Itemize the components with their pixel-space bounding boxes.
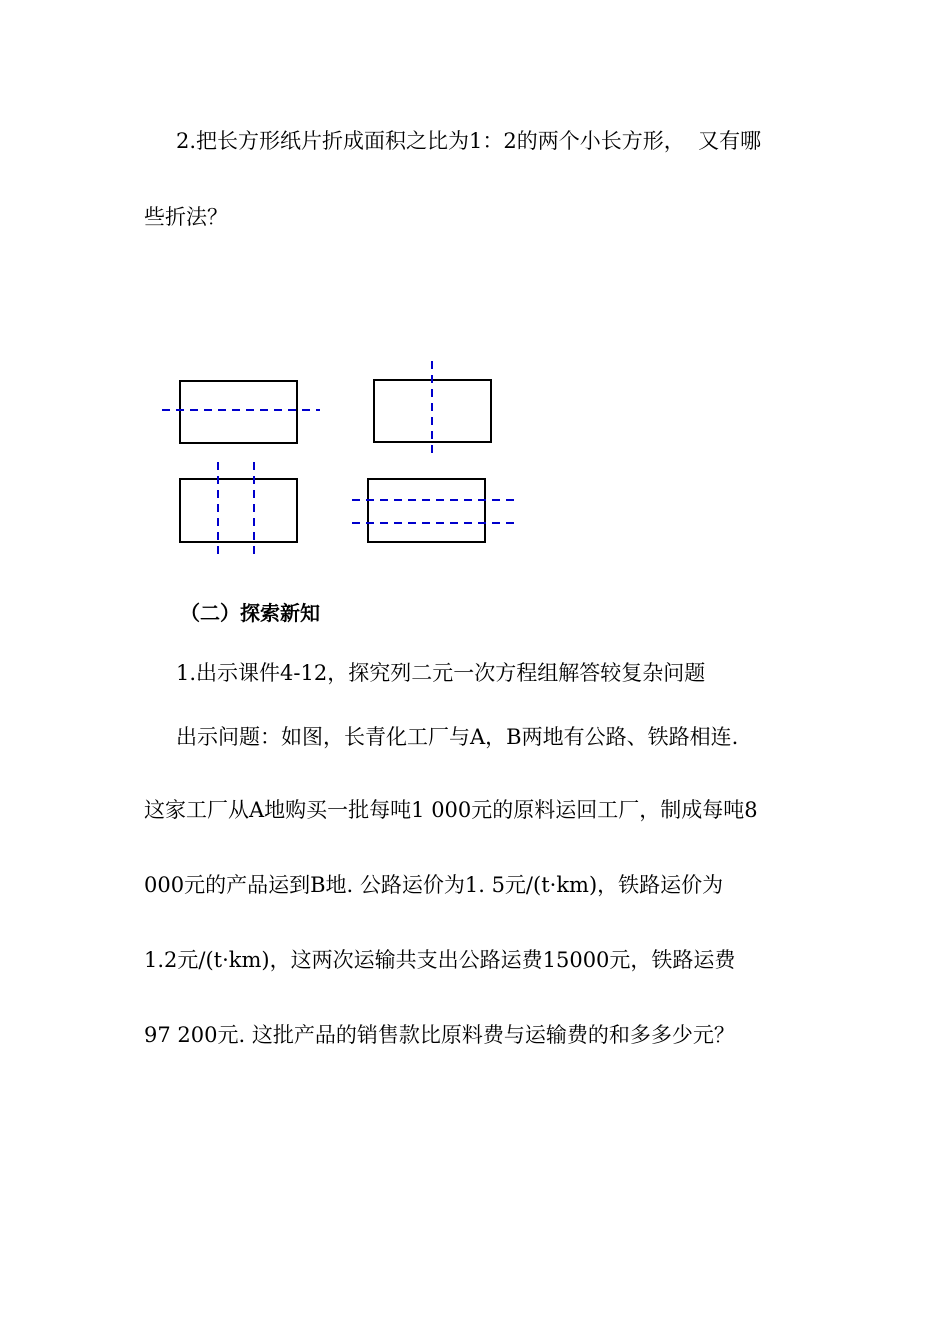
question-2-line-1: 2.把长方形纸片折成面积之比为1：2的两个小长方形， 又有哪 bbox=[176, 129, 762, 153]
paper-rectangle bbox=[180, 381, 297, 443]
section-heading: （二）探索新知 bbox=[180, 601, 320, 625]
fold-option-horizontal-half bbox=[162, 381, 320, 443]
fold-option-vertical-half bbox=[374, 361, 491, 458]
problem-line-1: 出示问题：如图，长青化工厂与A，B两地有公路、铁路相连. bbox=[176, 725, 739, 749]
problem-line-2: 这家工厂从A地购买一批每吨1 000元的原料运回工厂，制成每吨8 bbox=[144, 798, 758, 822]
question-2-line-2: 些折法？ bbox=[144, 205, 228, 229]
problem-line-5: 97 200元. 这批产品的销售款比原料费与运输费的和多多少元？ bbox=[144, 1023, 735, 1047]
paper-rectangle bbox=[180, 479, 297, 542]
fold-option-horizontal-thirds bbox=[352, 479, 514, 542]
paper-rectangle bbox=[368, 479, 485, 542]
folding-diagram bbox=[0, 0, 950, 600]
problem-line-3: 000元的产品运到B地. 公路运价为1. 5元/(t·km)，铁路运价为 bbox=[144, 873, 724, 897]
problem-line-4: 1.2元/(t·km)，这两次运输共支出公路运费15000元，铁路运费 bbox=[144, 948, 736, 972]
fold-option-vertical-thirds bbox=[180, 462, 297, 560]
item-1: 1.出示课件4-12，探究列二元一次方程组解答较复杂问题 bbox=[176, 661, 706, 685]
